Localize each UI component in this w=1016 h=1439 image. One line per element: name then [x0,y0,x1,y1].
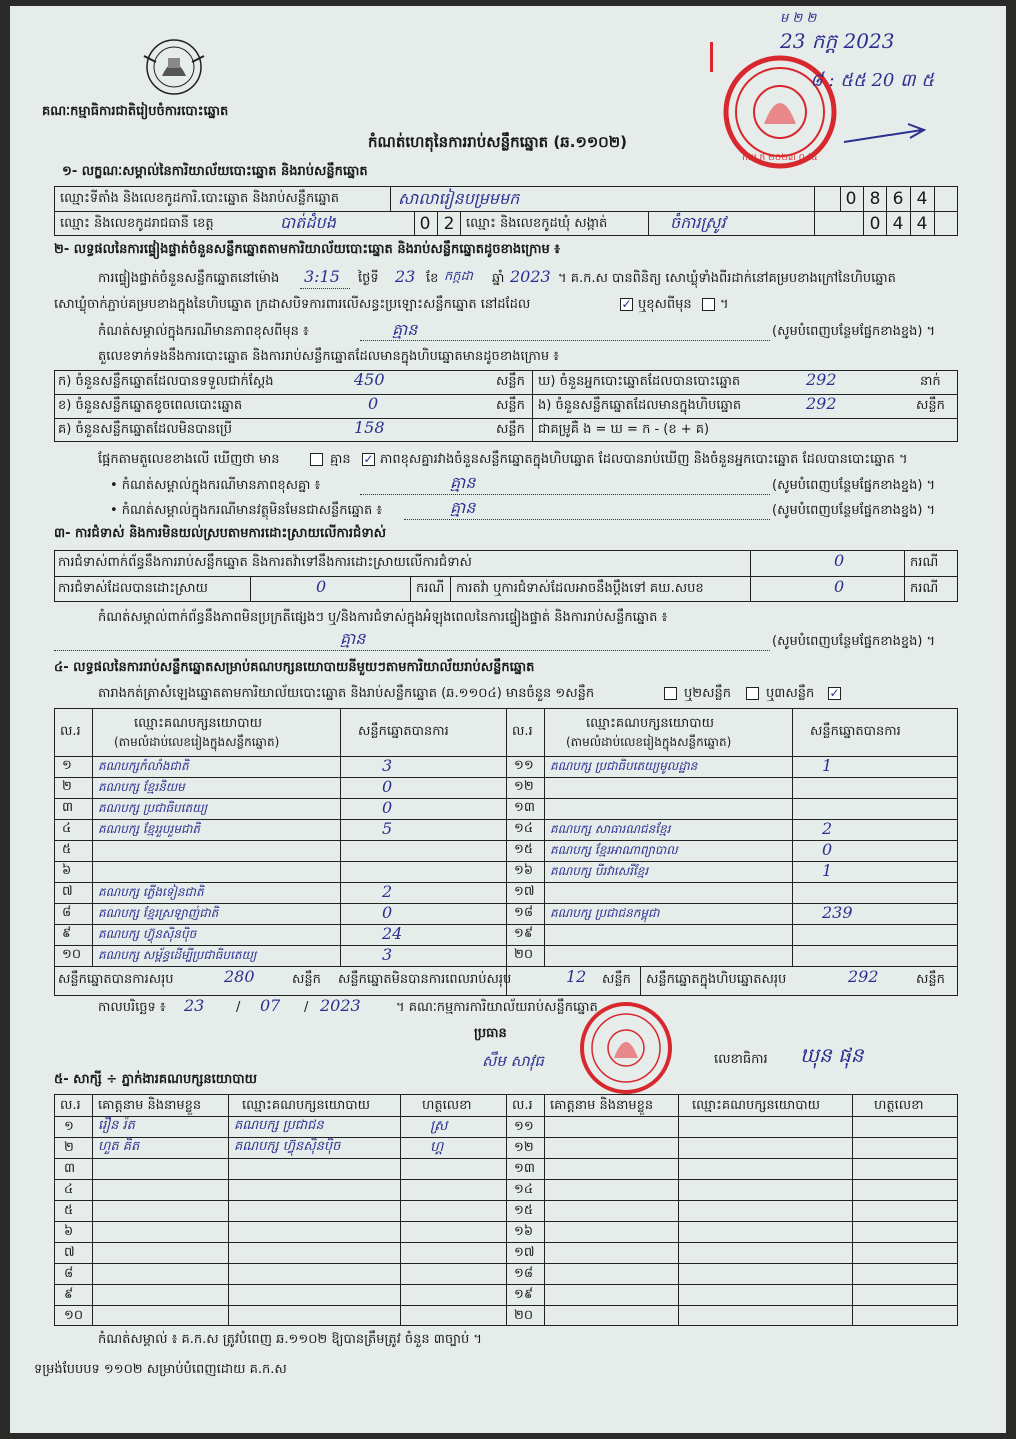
witness-party: គណបក្ស ប្រជាជន [234,1118,324,1133]
commune-value: ចំការស្រូវ [670,213,726,232]
result-row-number: ៨ [62,905,72,920]
section3-title: ៣- ការជំទាស់ និងការមិនយល់ស្របតាមការដោះស្រាយលើការជំទាស់ [54,526,386,541]
nec-emblem-icon [138,36,210,98]
result-party-name: គណបក្ស សម្ព័ន្ធដើម្បីប្រជាធិបតេយ្យ [98,948,257,962]
result-row-number: ១៥ [514,842,534,857]
intact-checkbox: ✓ [621,297,632,311]
result-row-number: ៤ [62,821,72,836]
witness-name: ហួត គិត [98,1139,140,1154]
result-votes: 2 [382,882,393,901]
committee-stamp-icon [566,1000,686,1096]
changed-checkbox [702,298,715,311]
result-party-name: គណបក្ស ខ្មែរអាណាព្យាបាល [550,843,678,857]
red-mark [710,42,713,72]
total-in-box: 292 [848,967,879,986]
result-row-number: ១៨ [514,905,534,920]
witness-row-number: ១១ [514,1119,534,1134]
check-day: 23 [395,267,416,286]
top-note: ម ២ ២ [780,11,817,26]
result-votes: 2 [822,819,833,838]
unused-count: 158 [354,418,385,437]
witness-party: គណបក្ស ហ៊្វុនស៊ិនប៉ិច [234,1139,341,1154]
secretary-signature: ឃុន ផុន [800,1043,864,1067]
witness-row-number: ៦ [64,1224,74,1239]
witness-row-number: ៣ [64,1161,76,1176]
done-day: 23 [184,996,205,1015]
witness-row-number: ៨ [64,1266,74,1281]
handwritten-date: 23 កក្ដ 2023 [780,29,895,53]
witness-signature: ហ្គ [430,1139,444,1155]
witness-name: រឿន រ៉ត [98,1118,135,1133]
result-row-number: ៦ [62,863,72,878]
row-rule [54,1305,958,1306]
result-row-number: ៥ [62,842,72,857]
witness-row-number: ៤ [64,1182,74,1197]
result-row-number: ៩ [62,926,72,941]
result-row-number: ៧ [62,884,73,899]
tally-1-checkbox [664,687,677,700]
result-row-number: ៣ [62,800,74,815]
witness-row-number: ១២ [514,1140,534,1155]
result-party-name: គណបក្ស ប្រជាជនកម្ពុជា [550,906,660,920]
done-month: 07 [260,996,281,1015]
result-row-number: ១២ [514,779,534,794]
result-party-name: គណបក្ស ប្រជាធិបតេយ្យមូលដ្ឋាន [550,759,698,773]
diff-no-checkbox: ✓ [363,452,374,466]
handwritten-time: ៨ : ៥៥ 20 ៣ ៥ [810,70,934,91]
result-row-number: ១៤ [514,821,534,836]
witness-row-number: ២ [64,1140,74,1155]
result-party-name: គណបក្ស បីរវាសេរីខ្មែរ [550,864,649,878]
org-name: គណៈកម្មាធិការជាតិរៀបចំការបោះឆ្នោត [42,104,229,119]
result-party-name: គណបក្ស ហ៊្វុនស៊ិនប៉ិច [98,927,197,941]
result-party-name: គណបក្ស ខ្មែរនិយម [98,780,185,794]
voters-count: 292 [806,370,837,389]
row-rule [54,1158,958,1159]
witness-row-number: ៩ [64,1287,74,1302]
formula: ជាគម្រូគឺ ង = ឃ = ក - (ខ + គ) [538,422,710,437]
check-month: កក្កដា [444,269,473,284]
result-party-name: គណបក្ស ភ្លើងទៀនជាតិ [98,885,204,899]
result-row-number: ១៩ [514,926,534,941]
result-row-number: ១ [62,758,72,773]
result-party-name: គណបក្ស ខ្មែររួបរួមជាតិ [98,822,201,836]
result-votes: 3 [382,945,393,964]
document-page: គណៈកម្មាធិការជាតិរៀបចំការបោះឆ្នោត កំណត់ហេតុនៃការរាប់សន្លឹកឆ្នោត (ឆ.១១០២) ក.ប.ក ២០២៣ ០៤៤ ម ២ ២ 23 កក្ដ 2023 ៨ : ៥៥ 20 ៣ ៥ ១- លក្ខណៈសម្គាល់នៃការិយាល័យបោះឆ្នោត និងរាប់សន្លឹកឆ្នោត ឈ្មោះទីតាំង និងលេខកូដការិ.បោះឆ្នោត និងរាប់សន្លឹកឆ្នោត សាលារៀនបម្រមមក 0 8 6 4 ឈ្មោះ និងលេខកូដរាជធានី ខេត្ត បាត់ដំបង 0 2 ឈ្មោះ និងលេខកូដឃុំ សង្កាត់ ចំការស្រូវ 0 4 4 ២- លទ្ធផលនៃការផ្ទៀងផ្ទាត់ចំនួនសន្លឹកឆ្នោតតាមការិយាល័យបោះឆ្នោត និងរាប់សន្លឹកឆ្នោតដូចខាងក្រោម ៖ ការផ្ទៀងផ្ទាត់ចំនួនសន្លឹកឆ្នោតនៅម៉ោង 3:15 ថ្ងៃទី 23 ខែ កក្កដា ឆ្នាំ 2023 ។ គ.ក.ស បានពិនិត្យ សោឃ្លុំទាំងពីរដាក់នៅគម្របខាងក្រៅនៃហិបឆ្នោត សោឃ្លុំចាក់ភ្ជាប់គម្របខាងក្នុងនៃហិបឆ្នោត ក្រដាសបិទការពារលើសន្ធះប្រឡោះសន្លឹកឆ្នោត នៅដដែល ✓ ឬខុសពីមុន ។ កំណត់សម្គាល់ក្នុងករណីមានភាពខុសពីមុន ៖ គ្មាន (សូមបំពេញបន្ថែមផ្នែកខាងខ្នង) ។ តួលេខទាក់ទងនឹងការបោះឆ្នោត និងការរាប់សន្លឹកឆ្នោតដែលមានក្នុងហិបឆ្នោតមានដូចខាងក្រោម ៖ ក) ចំនួនសន្លឹកឆ្នោតដែលបានទទួលជាក់ស្ដែង 450 សន្លឹក ខ) ចំនួនសន្លឹកឆ្នោតខូចពេលបោះឆ្នោត 0 សន្លឹក គ) ចំនួនសន្លឹកឆ្នោតដែលមិនបានប្រើ 158 សន្លឹក ឃ) ចំនួនអ្នកបោះឆ្នោតដែលបានបោះឆ្នោត 292 នាក់ ង) ចំនួនសន្លឹកឆ្នោតដែលមានក្នុងហិបឆ្នោត 292 សន្លឹក ជាគម្រូគឺ ង = ឃ = ក - (ខ + គ) ផ្អែកតាមតួលេខខាងលើ ឃើញថា មាន គ្មាន ✓ ភាពខុសគ្នារវាងចំនួនសន្លឹកឆ្នោតក្នុងហិបឆ្នោត ដែលបានរាប់ឃើញ និងចំនួនអ្នកបោះឆ្នោត ដែលបានបោះឆ្នោត ។ • កំណត់សម្គាល់ក្នុងករណីមានភាពខុសគ្នា ៖ គ្មាន (សូមបំពេញបន្ថែមផ្នែកខាងខ្នង) ។ • កំណត់សម្គាល់ក្នុងករណីមានវត្ថុមិនមែនជាសន្លឹកឆ្នោត ៖ គ្មាន (សូមបំពេញបន្ថែមផ្នែកខាងខ្នង) ។ ៣- ការជំទាស់ និងការមិនយល់ស្របតាមការដោះស្រាយលើការជំទាស់ ការជំទាស់ពាក់ព័ន្ធនឹងការរាប់សន្លឹកឆ្នោត និងការតវ៉ាទៅនឹងការដោះស្រាយលើការជំទាស់ 0 ករណី ការជំទាស់ដែលបានដោះស្រាយ 0 ករណី ការតវ៉ា ឬការជំទាស់ដែលអាចនឹងប្ដឹងទៅ គឃ.សបខ 0 ករណី កំណត់សម្គាល់ពាក់ព័ន្ធនឹងភាពមិនប្រក្រតីផ្សេងៗ ឬ/និងការជំទាស់ក្នុងអំឡុងពេលនៃការផ្ទៀងផ្ទាត់ និងការរាប់សន្លឹកឆ្នោត ៖ គ្មាន (សូមបំពេញបន្ថែមផ្នែកខាងខ្នង) ។ ៤- លទ្ធផលនៃការរាប់សន្លឹកឆ្នោតសម្រាប់គណបក្សនយោបាយនីមួយៗតាមការិយាល័យរាប់សន្លឹកឆ្នោត តារាងកត់ត្រាសំឡេងឆ្នោតតាមការិយាល័យបោះឆ្នោត និងរាប់សន្លឹកឆ្នោត (ឆ.១១០៤) មានចំនួន ១សន្លឹក ឬ២សន្លឹក ឬ៣សន្លឹក ✓ ល.រ ឈ្មោះគណបក្សនយោបាយ (តាមលំដាប់លេខរៀងក្នុងសន្លឹកឆ្នោត) សន្លឹកឆ្នោតបានការ ល.រ ឈ្មោះគណបក្សនយោបាយ (តាមលំដាប់លេខរៀងក្នុងសន្លឹកឆ្នោត) សន្លឹកឆ្នោតបានការ សន្លឹកឆ្នោតបានការសរុប 280 សន្លឹក សន្លឹកឆ្នោតមិនបានការពេលរាប់សរុប 12 សន្លឹក សន្លឹកឆ្នោតក្នុងហិបឆ្នោតសរុប 292 សន្លឹក កាលបរិច្ឆេទ ៖ 23 / 07 / 2023 ។ គណៈកម្មការការិយាល័យរាប់សន្លឹកឆ្នោត ប្រធាន សឹម សាវុធ លេខាធិការ ឃុន ផុន ៥- សាក្សី ÷ ភ្នាក់ងារគណបក្សនយោបាយ ល.រ គោត្តនាម និងនាមខ្លួន ឈ្មោះគណបក្សនយោបាយ ហត្ថលេខា ល.រ គោត្តនាម និងនាមខ្លួន ឈ្មោះគណបក្សនយោបាយ ហត្ថលេខា កំណត់សម្គាល់ ៖ គ.ក.ស ត្រូវបំពេញ ឆ.១១០២ ឱ្យបានត្រឹមត្រូវ ចំនួន ៣ច្បាប់ ។ ទម្រង់បែបបទ ១១០២ សម្រាប់បំពេញដោយ គ.ក.ស ១ គណបក្សកំលាំងជាតិ 3 ១១ គណបក្ស ប្រជាធិបតេយ្យមូលដ្ឋាន 1 ២ គណបក្ស ខ្មែរនិយម 0 ១២ ៣ គណបក្ស ប្រជាធិបតេយ្យ 0 ១៣ ៤ គណបក្ស ខ្មែររួបរួមជាតិ 5 ១៤ គណបក្ស សាធារណជនខ្មែរ 2 ៥ ១៥ គណបក្ស ខ្មែរអាណាព្យាបាល 0 ៦ ១៦ គណបក្ស បីរវាសេរីខ្មែរ 1 ៧ គណបក្ស ភ្លើងទៀនជាតិ 2 ១៧ ៨ គណបក្ស ខ្មែរស្រឡាញ់ជាតិ 0 ១៨ គណបក្ស ប្រជាជនកម្ពុជា 239 ៩ គណបក្ស ហ៊្វុនស៊ិនប៉ិច 24 ១៩ ១០ គណបក្ស សម្ព័ន្ធដើម្បីប្រជាធិបតេយ្យ 3 ២០ ១ រឿន រ៉ត គណបក្ស ប្រជាជន ស្រ ១១ ២ ហួត គិត គណបក្ស ហ៊្វុនស៊ិនប៉ិច ហ្គ ១២ ៣ ១៣ ៤ ១៤ ៥ ១៥ ៦ ១៦ ៧ ១៧ ៨ ១៨ ៩ ១៩ ១០ ២០ [10,6,1006,1433]
result-row-number: ១១ [514,758,534,773]
footnote: កំណត់សម្គាល់ ៖ គ.ក.ស ត្រូវបំពេញ ឆ.១១០២ ឱ្យបានត្រឹមត្រូវ ចំនួន ៣ច្បាប់ ។ [98,1332,482,1347]
result-votes: 24 [382,924,403,943]
row-rule [54,1137,958,1138]
row-rule [54,861,506,862]
tally-2-checkbox [746,687,759,700]
witness-row-number: ៧ [64,1245,75,1260]
result-votes: 0 [382,777,393,796]
location-label: ឈ្មោះទីតាំង និងលេខកូដការិ.បោះឆ្នោត និងរាប់សន្លឹកឆ្នោត [60,191,339,206]
row-rule [506,882,958,883]
witness-row-number: ១៩ [514,1287,534,1302]
row-rule [54,1221,958,1222]
witness-row-number: ១៧ [514,1245,535,1260]
resolved-count: 0 [316,577,327,596]
witness-row-number: ១៥ [514,1203,534,1218]
result-party-name: គណបក្ស សាធារណជនខ្មែរ [550,822,671,836]
witness-row-number: ១៨ [514,1266,534,1281]
location-value: សាលារៀនបម្រមមក [398,189,520,208]
result-party-name: គណបក្សកំលាំងជាតិ [98,759,189,773]
result-votes: 1 [822,756,833,775]
row-rule [54,840,506,841]
result-row-number: ១៣ [514,800,535,815]
result-row-number: ១៦ [514,863,534,878]
seal-note-value: គ្មាន [392,320,418,339]
section4-title: ៤- លទ្ធផលនៃការរាប់សន្លឹកឆ្នោតសម្រាប់គណបក្សនយោបាយនីមួយៗតាមការិយាល័យរាប់សន្លឹកឆ្នោត [54,660,535,675]
result-votes: 3 [382,756,393,775]
ballots-in-box-count: 292 [806,394,837,413]
complaints-count: 0 [834,551,845,570]
check-time: 3:15 [304,267,340,286]
row-rule [54,1179,958,1180]
result-votes: 1 [822,861,833,880]
doc-title: កំណត់ហេតុនៃការរាប់សន្លឹកឆ្នោត (ឆ.១១០២) [368,133,628,151]
row-rule [54,1200,958,1201]
done-year: 2023 [320,996,361,1015]
result-party-name: គណបក្ស ខ្មែរស្រឡាញ់ជាតិ [98,906,219,920]
row-rule [506,924,958,925]
result-row-number: ២ [62,779,72,794]
received-count: 450 [354,370,385,389]
result-row-number: ១០ [62,947,82,962]
spoiled-count: 0 [368,394,379,413]
row-rule [506,798,958,799]
province-value: បាត់ដំបង [280,213,336,232]
tally-3-checkbox: ✓ [829,686,840,700]
diff-note-value: គ្មាន [450,473,476,492]
result-row-number: ២០ [514,947,534,962]
row-rule [54,1242,958,1243]
commune-label: ឈ្មោះ និងលេខកូដឃុំ សង្កាត់ [466,216,608,231]
irregularity-note-value: គ្មាន [340,629,366,648]
result-votes: 0 [382,798,393,817]
appeal-count: 0 [834,577,845,596]
witness-row-number: ១០ [64,1308,84,1323]
row-rule [506,777,958,778]
check-year: 2023 [510,267,551,286]
row-rule [54,1263,958,1264]
total-valid: 280 [224,967,255,986]
row-rule [506,945,958,946]
result-row-number: ១៧ [514,884,535,899]
result-votes: 0 [382,903,393,922]
diff-yes-checkbox [310,453,323,466]
fake-note-value: គ្មាន [450,498,476,517]
result-party-name: គណបក្ស ប្រជាធិបតេយ្យ [98,801,208,815]
witness-row-number: ៥ [64,1203,74,1218]
result-votes: 0 [822,840,833,859]
svg-text:ក.ប.ក ២០២៣ ០៤៤: ក.ប.ក ២០២៣ ០៤៤ [742,153,818,163]
witness-row-number: ២០ [514,1308,534,1323]
section2-title: ២- លទ្ធផលនៃការផ្ទៀងផ្ទាត់ចំនួនសន្លឹកឆ្នោតតាមការិយាល័យបោះឆ្នោត និងរាប់សន្លឹកឆ្នោតដូចខាងក្រោម ៖ [54,242,560,257]
chair-signature: សឹម សាវុធ [482,1052,544,1070]
witness-row-number: ១៣ [514,1161,535,1176]
total-invalid: 12 [566,967,587,986]
form-note: ទម្រង់បែបបទ ១១០២ សម្រាប់បំពេញដោយ គ.ក.ស [34,1362,287,1377]
witness-row-number: ១៤ [514,1182,534,1197]
witness-signature: ស្រ [430,1118,448,1134]
section1-title: ១- លក្ខណៈសម្គាល់នៃការិយាល័យបោះឆ្នោត និងរាប់សន្លឹកឆ្នោត [62,164,368,179]
row-rule [54,1284,958,1285]
witness-row-number: ១ [64,1119,74,1134]
arrow-mark-icon [842,120,932,150]
province-label: ឈ្មោះ និងលេខកូដរាជធានី ខេត្ត [60,216,214,231]
result-votes: 5 [382,819,393,838]
witness-row-number: ១៦ [514,1224,534,1239]
result-votes: 239 [822,903,853,922]
section5-title: ៥- សាក្សី ÷ ភ្នាក់ងារគណបក្សនយោបាយ [54,1072,257,1087]
